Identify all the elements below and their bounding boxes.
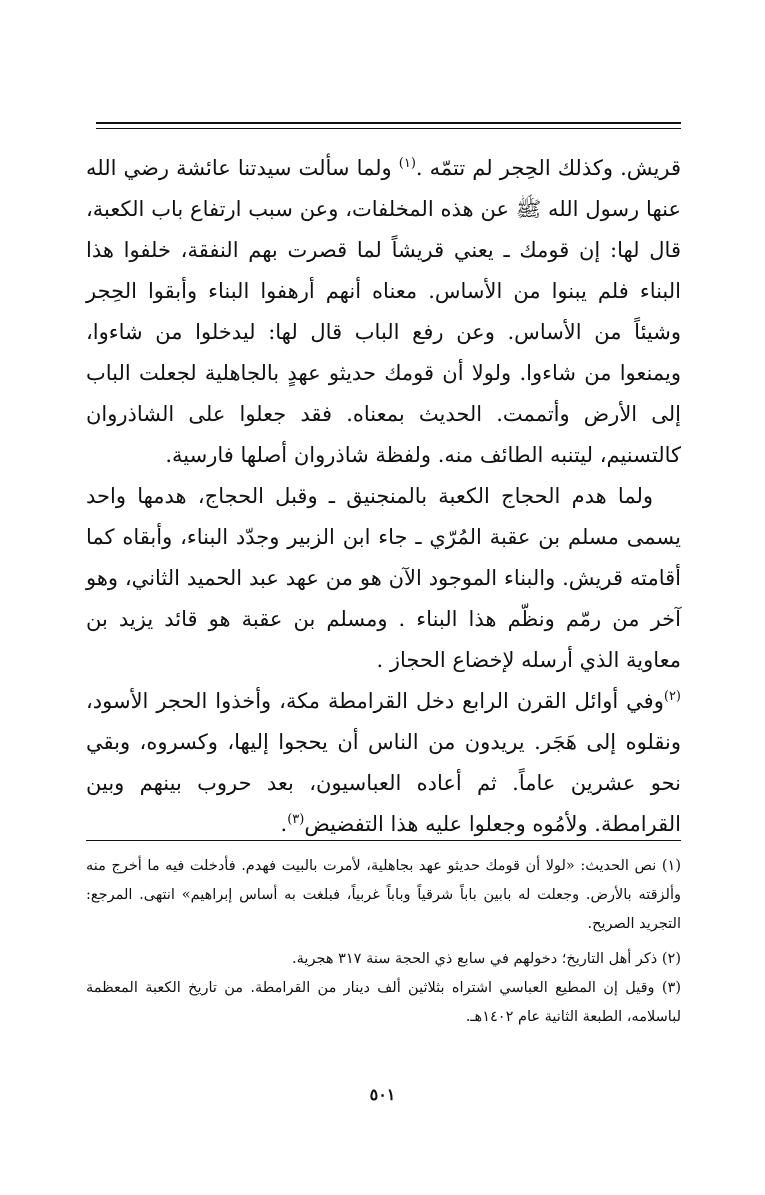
footnote-ref-1: (١) bbox=[398, 156, 416, 171]
paragraph-2: ولما هدم الحجاج الكعبة بالمنجنيق ـ وقبل الحجاج، هدمها واحد يسمى مسلم بن عقبة المُرّي ـ جاء ابن الزبير وجدّد البناء، وأبقاه كما أقامته قريش. والبناء الموجود الآن هو من عهد عبد الحميد الثاني، وهو آخر من رمّم ونظّم هذا البناء . ومسلم بن عقبة هو قائد يزيد بن معاوية الذي أرسله لإخضاع الحجاز . bbox=[86, 484, 681, 672]
footnotes bbox=[86, 852, 681, 1032]
footnote-ref-2: (٢) bbox=[663, 689, 681, 704]
paragraph-3-end: . bbox=[280, 812, 288, 836]
paragraph-1 bbox=[86, 148, 681, 476]
paragraph-1-text: قريش. وكذلك الحِجر لم تتمّه . bbox=[415, 156, 681, 180]
footnote-2: (٢) ذكر أهل التاريخ؛ دخولهم في سابع ذي الحجة سنة ٣١٧ هجرية. bbox=[292, 951, 681, 967]
footnote-1: (١) نص الحديث: «لولا أن قومك حديثو عهد بجاهلية، لأمرت بالبيت فهدم. فأدخلت فيه ما أخرج منه وألزقته بالأرض. وجعلت له بابين باباً شرقياً وباباً غربياً، فبلغت به أساس إبراهيم» انتهى. المرجع: التجريد الصريح. bbox=[86, 858, 681, 932]
footnote-separator bbox=[86, 840, 681, 841]
page-number: ٥٠١ bbox=[369, 1085, 396, 1104]
footnote-ref-3: (٣) bbox=[287, 812, 305, 827]
paragraph-3 bbox=[86, 681, 681, 845]
header-rule-thin bbox=[96, 128, 681, 129]
paragraph-3-text: وفي أوائل القرن الرابع دخل القرامطة مكة، وأخذوا الحجر الأسود، ونقلوه إلى هَجَر. يريدون من الناس أن يحجوا إليها، وكسروه، وبقي نحو عشرين عاماً. ثم أعاده العباسيون، بعد حروب بينهم وبين القرامطة. ولأمُوه وجعلوا عليه هذا التفضيض bbox=[86, 689, 681, 836]
header-rule-thick bbox=[96, 122, 681, 124]
main-text bbox=[86, 148, 681, 845]
footnote-3: (٣) وقيل إن المطيع العباسي اشتراه بثلاثين ألف دينار من القرامطة. من تاريخ الكعبة المعظمة لباسلامه، الطبعة الثانية عام ١٤٠٢هـ. bbox=[86, 980, 681, 1025]
paragraph-1-rest: ولما سألت سيدتنا عائشة رضي الله عنها رسول الله ﷺ عن هذه المخلفات، وعن سبب ارتفاع باب الكعبة، قال لها: إن قومك ـ يعني قريشاً لما قصرت بهم النفقة، خلفوا هذا البناء فلم يبنوا من الأساس. معناه أنهم أرهفوا البناء وأبقوا الحِجر وشيئاً من الأساس. وعن رفع الباب قال لها: ليدخلوا من شاءوا، ويمنعوا من شاءوا. ولولا أن قومك حديثو عهدٍ بالجاهلية لجعلت الباب إلى الأرض وأتممت. الحديث بمعناه. فقد جعلوا على الشاذروان كالتسنيم، ليتنبه الطائف منه. ولفظة شاذروان أصلها فارسية. bbox=[86, 156, 681, 467]
